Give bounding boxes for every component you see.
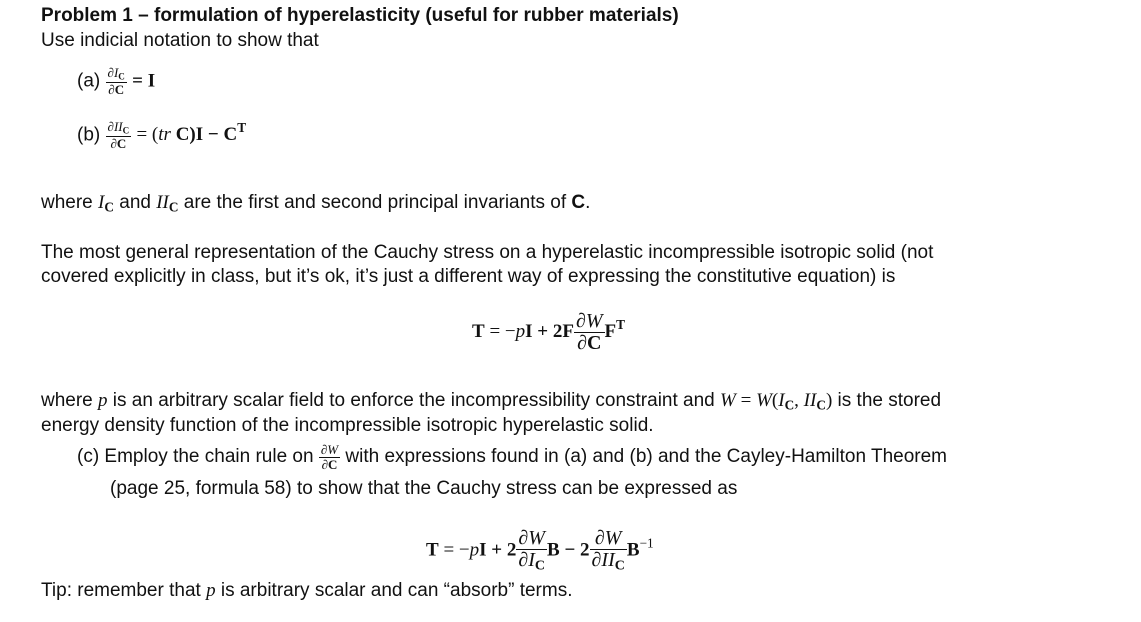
part-b-rhs <box>136 120 247 146</box>
eq2-num2: ∂W <box>590 528 627 550</box>
eq1-den: ∂C <box>577 332 602 354</box>
instruction-text: Use indicial notation to show that <box>41 30 319 51</box>
tip-text-2: is arbitrary scalar and can “absorb” terms. <box>215 580 573 601</box>
part-c-prefix: (c) Employ the chain rule on <box>77 446 319 468</box>
eq1-fraction <box>574 311 605 354</box>
part-b <box>77 120 246 150</box>
part-b-rhs-eq: = ( <box>136 124 159 146</box>
part-c-num: ∂W <box>320 442 339 457</box>
where-p-paren-open: ( <box>771 390 779 411</box>
part-b-rhs-rest: C)I − C <box>170 124 238 146</box>
part-a-num-sub: C <box>118 71 125 82</box>
eq1-p: p <box>515 320 526 342</box>
eq1-lhs: T <box>472 320 485 342</box>
part-b-fraction <box>106 120 132 150</box>
where-p-iic: II <box>803 390 817 411</box>
eq2-den2-sub: C <box>614 558 625 574</box>
problem-title: Problem 1 – formulation of hyperelasticity (useful for rubber materials) <box>41 5 679 26</box>
part-b-rhs-sup: T <box>237 120 247 136</box>
eq2-b1: B − 2 <box>547 539 590 561</box>
eq2-mid1: = − <box>438 539 470 561</box>
part-c-den: ∂C <box>321 456 338 472</box>
invariant-ic: I <box>98 192 105 213</box>
where-p-var: p <box>98 390 108 411</box>
part-a-num: ∂I <box>107 65 119 80</box>
invariants-sentence <box>41 192 590 215</box>
part-c-line-1 <box>77 443 947 471</box>
eq2-den1-sub: C <box>534 558 546 574</box>
part-c-suffix: with expressions found in (a) and (b) and the Cayley-Hamilton Theorem <box>340 446 947 468</box>
where-p-text-1: where <box>41 390 99 411</box>
invariant-ic-sub: C <box>104 199 114 215</box>
eq2-b2: B <box>626 539 640 561</box>
tip-p: p <box>206 580 216 601</box>
where-p-w2: W <box>756 390 772 411</box>
eq2-fraction-2 <box>590 528 627 574</box>
part-c-fraction <box>319 443 340 471</box>
part-a <box>77 66 155 96</box>
eq1-tail-sup: T <box>616 316 625 332</box>
part-b-label: (b) <box>77 124 101 146</box>
eq2-den1: ∂I <box>518 549 535 571</box>
eq2-lhs: T <box>426 539 439 561</box>
where-p-eq: = <box>735 390 757 411</box>
eq2-num1: ∂W <box>516 528 547 550</box>
invariants-text-1: where <box>41 192 99 213</box>
equation-cauchy-stress-expanded <box>426 528 654 574</box>
invariants-text-3: are the first and second principal invariants of <box>178 192 572 213</box>
part-a-rhs: = I <box>132 70 156 92</box>
part-b-den: ∂C <box>110 135 127 151</box>
invariants-text-2: and <box>113 192 157 213</box>
eq1-mid1: = − <box>484 320 516 342</box>
cauchy-intro-line-1: The most general representation of the Cauchy stress on a hyperelastic incompressible isotropic solid (not <box>41 242 934 263</box>
where-p-ic-sub: C <box>784 397 795 413</box>
part-b-rhs-tr: tr <box>158 124 171 146</box>
invariant-iic-sub: C <box>168 199 179 215</box>
tip-text <box>41 580 572 602</box>
equation-cauchy-stress <box>472 311 625 354</box>
part-a-label: (a) <box>77 70 101 92</box>
part-a-den: ∂C <box>108 81 125 97</box>
part-b-num: ∂II <box>107 119 123 134</box>
eq1-mid2: I + 2F <box>525 320 574 342</box>
where-p-w1: W <box>720 390 736 411</box>
where-p-line-1 <box>41 390 941 413</box>
where-p-text-2: is an arbitrary scalar field to enforce the incompressibility constraint and <box>107 390 721 411</box>
where-p-line-2: energy density function of the incompressible isotropic hyperelastic solid. <box>41 415 654 436</box>
cauchy-intro-line-2: covered explicitly in class, but it’s ok, it’s just a different way of expressing the constitutive equation) is <box>41 266 896 287</box>
part-a-fraction <box>106 66 127 96</box>
where-p-comma: , <box>794 390 804 411</box>
where-p-ic: I <box>778 390 785 411</box>
part-b-num-sub: C <box>122 125 130 136</box>
eq2-mid2: I + 2 <box>479 539 517 561</box>
eq1-tail: F <box>604 320 617 342</box>
eq2-den2: ∂II <box>591 549 615 571</box>
tip-text-1: Tip: remember that <box>41 580 207 601</box>
where-p-iic-sub: C <box>816 397 826 413</box>
where-p-text-3: is the stored <box>832 390 942 411</box>
eq2-fraction-1 <box>516 528 547 574</box>
invariant-iic: II <box>156 192 169 213</box>
invariants-text-4: . <box>585 192 591 213</box>
eq2-p: p <box>469 539 480 561</box>
eq1-num: ∂W <box>575 310 603 332</box>
tensor-c: C <box>571 192 586 213</box>
eq2-b2-sup: −1 <box>639 535 654 551</box>
where-p-paren-close: ) <box>825 390 833 411</box>
part-c-line-2: (page 25, formula 58) to show that the Cauchy stress can be expressed as <box>110 478 738 499</box>
